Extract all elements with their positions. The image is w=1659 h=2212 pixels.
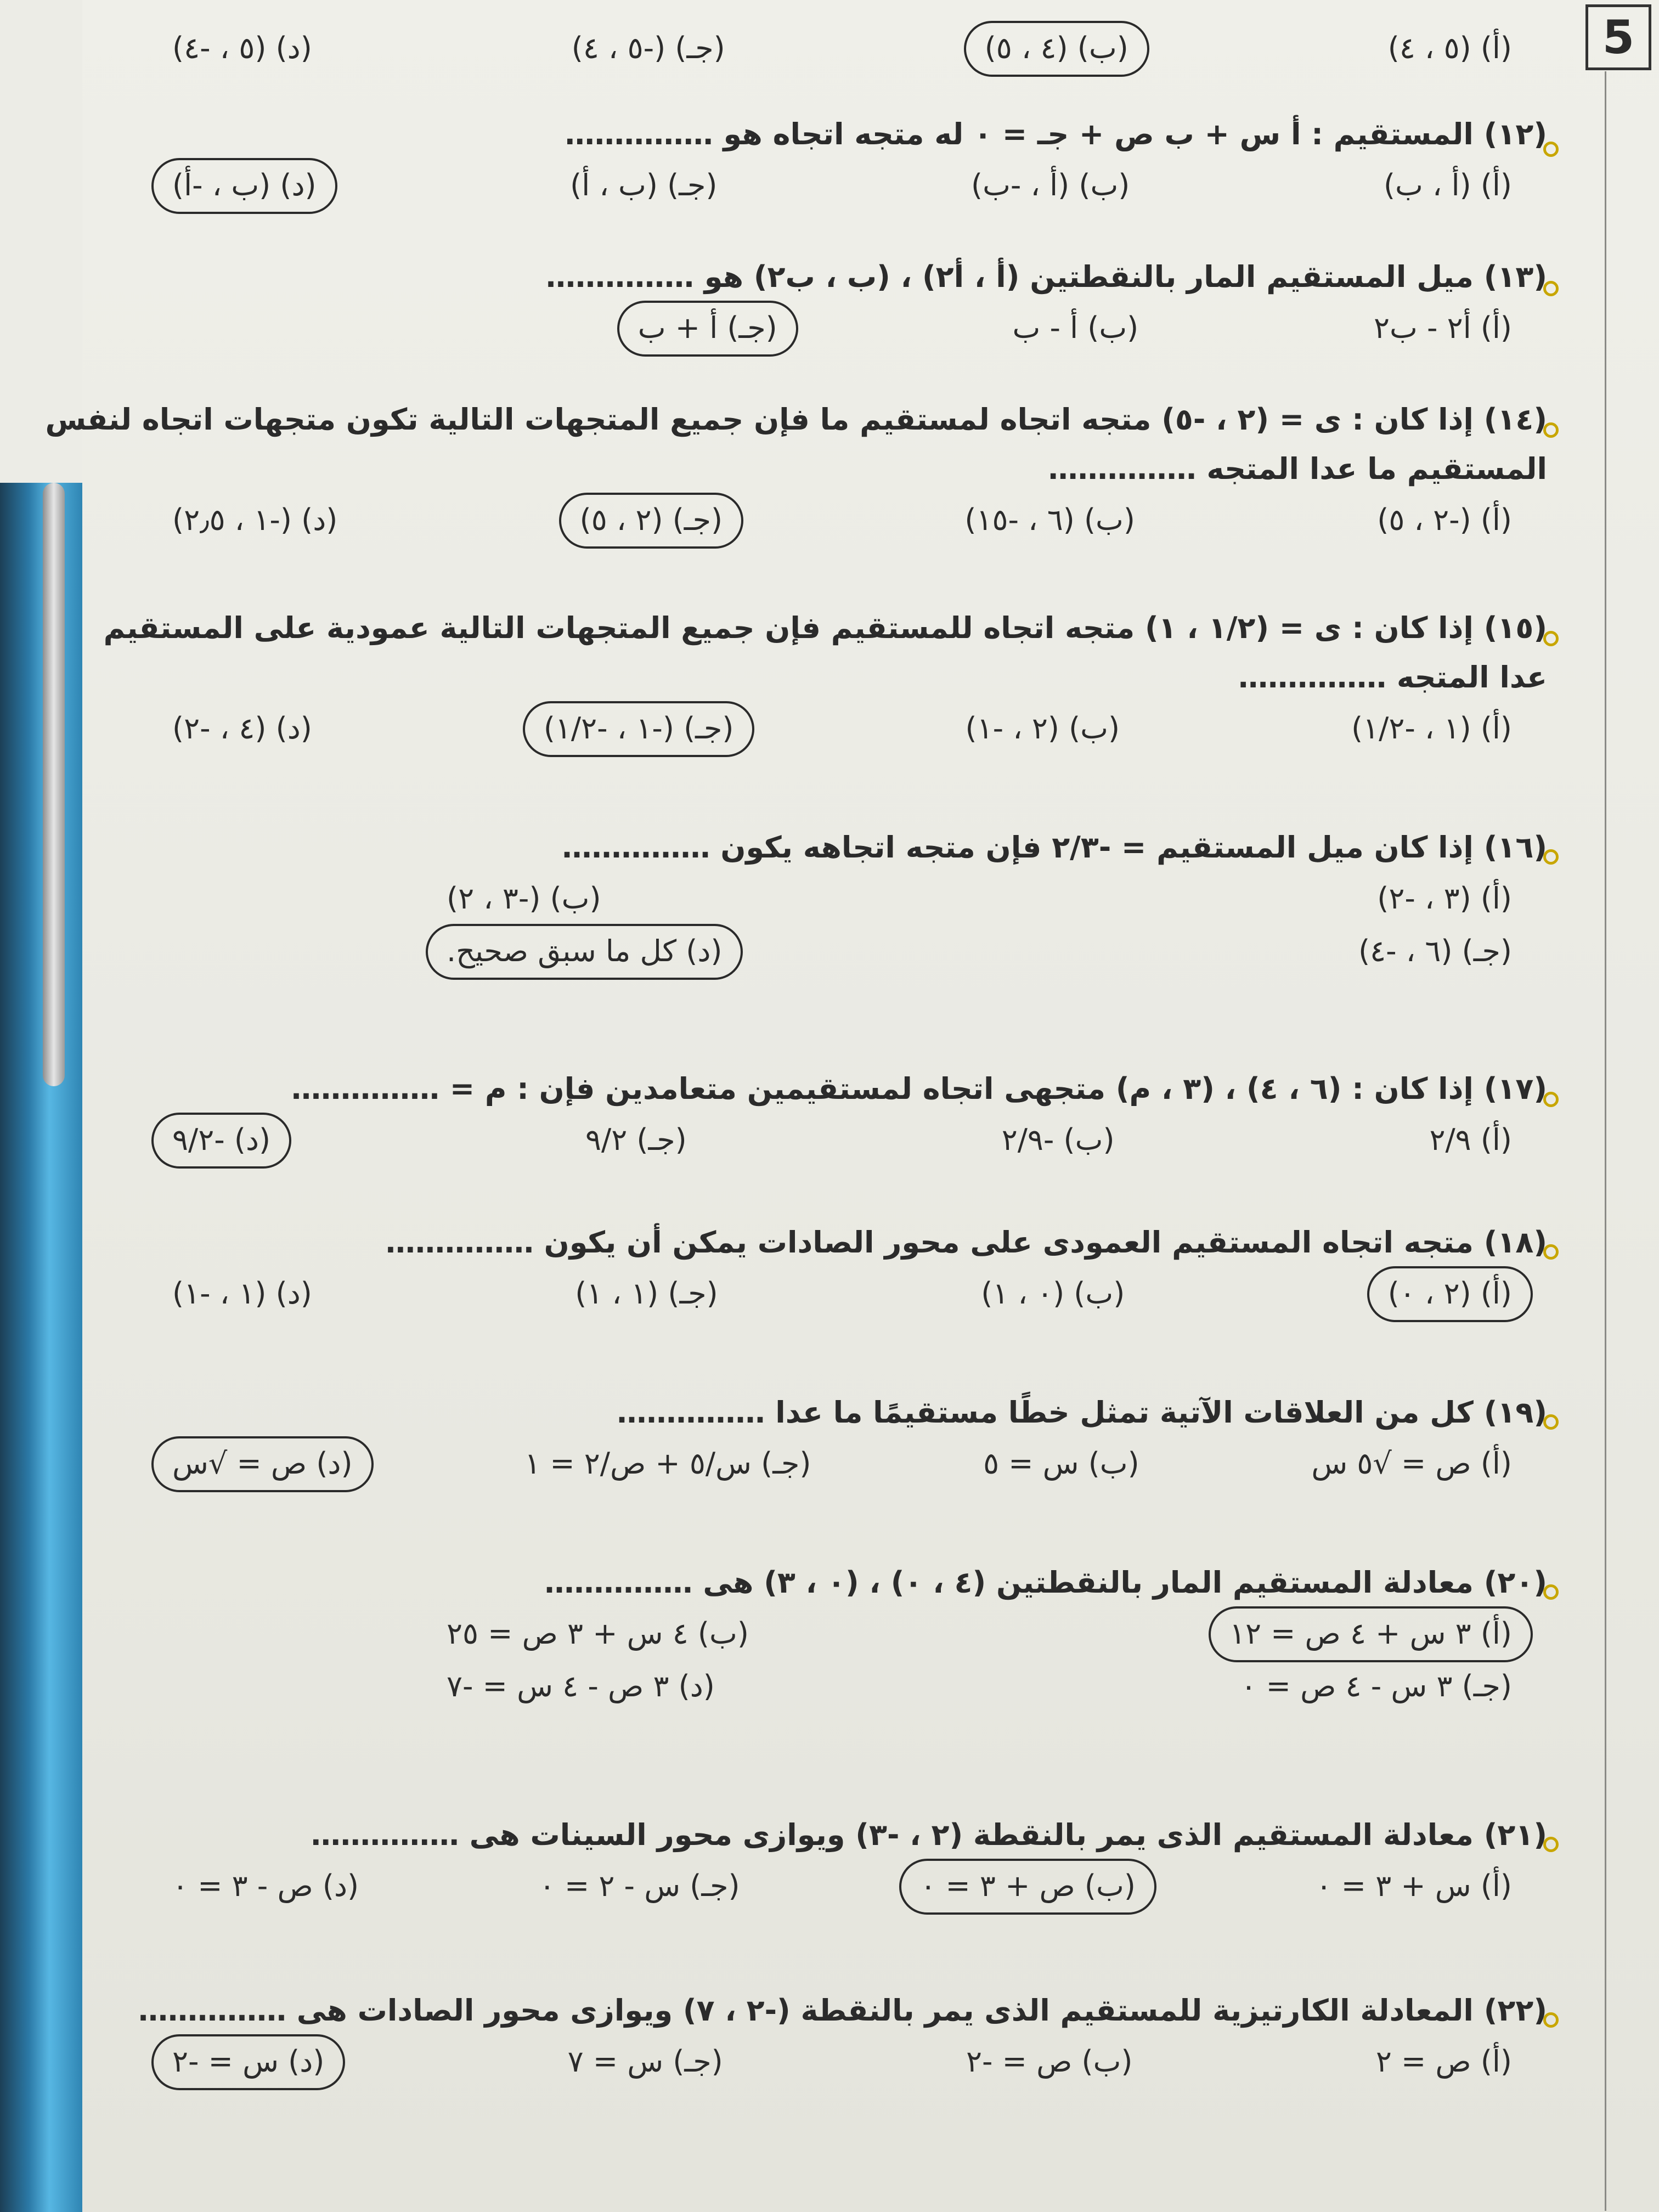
question-text: (١٦) إذا كان ميل المستقيم = -٢/٣ فإن متجه اتجاهه يكون …………… <box>562 830 1547 865</box>
option-b[interactable]: (ب) -٢/٩ <box>1001 1122 1115 1157</box>
option-d[interactable]: (د) (٥ ، -٤) <box>172 31 312 65</box>
question-text: (١٥) إذا كان : ى = (١/٢ ، ١) متجه اتجاه للمستقيم فإن جميع المتجهات التالية عمودية على المستقيم <box>103 611 1547 645</box>
pen-icon <box>0 483 82 2212</box>
question-text: (١٧) إذا كان : (٦ ، ٤) ، (٣ ، م) متجهى اتجاه لمستقيمين متعامدين فإن : م = …………… <box>291 1071 1547 1106</box>
option-b[interactable]: (ب) (أ ، -ب) <box>971 168 1130 202</box>
option-b[interactable]: (ب) ٤ س + ٣ ص = ٢٥ <box>447 1616 749 1651</box>
question-text: (١٩) كل من العلاقات الآتية تمثل خطًا مستقيمًا ما عدا …………… <box>617 1395 1547 1430</box>
option-a[interactable]: (أ) (-٢ ، ٥) <box>1377 503 1512 537</box>
option-c[interactable]: (جـ) ٣ س - ٤ ص = ٠ <box>1240 1669 1512 1703</box>
option-a[interactable]: (أ) ٣ س + ٤ ص = ١٢ <box>1216 1607 1525 1660</box>
question-text: (١٤) إذا كان : ى = (٢ ، -٥) متجه اتجاه لمستقيم ما فإن جميع المتجهات التالية تكون متجهات اتجاه لنفس <box>45 402 1547 437</box>
option-b[interactable]: (ب) أ - ب <box>1012 311 1139 345</box>
option-b[interactable]: (ب) (٢ ، -١) <box>965 711 1120 746</box>
bullet-marker <box>1543 1092 1559 1107</box>
option-c[interactable]: (جـ) (٦ ، -٤) <box>1358 934 1512 968</box>
option-d[interactable]: (د) (ب ، -أ) <box>159 159 330 212</box>
page-number: 5 <box>1585 4 1651 70</box>
option-a[interactable]: (أ) (١ ، -١/٢) <box>1351 711 1512 746</box>
option-a[interactable]: (أ) (أ ، ب) <box>1383 168 1512 202</box>
question-text: (٢١) معادلة المستقيم الذى يمر بالنقطة (٢ ، -٣) ويوازى محور السينات هى …………… <box>311 1818 1547 1852</box>
question-11 <box>126 0 1547 75</box>
question-17 <box>126 1064 1547 1166</box>
bullet-marker <box>1543 1837 1559 1852</box>
question-19 <box>126 1388 1547 1490</box>
question-18 <box>126 1218 1547 1320</box>
option-c[interactable]: (جـ) س = ٧ <box>567 2044 723 2079</box>
option-a[interactable]: (أ) أ٢ - ب٢ <box>1374 311 1512 345</box>
option-c[interactable]: (جـ) (٢ ، ٥) <box>567 494 736 546</box>
option-a[interactable]: (أ) س + ٣ = ٠ <box>1316 1869 1512 1903</box>
margin-line <box>1605 71 1606 2211</box>
question-14 <box>45 395 1547 546</box>
question-text-line2: عدا المتجه …………… <box>1238 660 1547 695</box>
option-d[interactable]: (د) كل ما سبق صحيح. <box>433 925 735 978</box>
option-d[interactable]: (د) ٣ ص - ٤ س = -٧ <box>447 1669 715 1703</box>
question-20 <box>126 1558 1547 1713</box>
option-a[interactable]: (أ) (٢ ، ٠) <box>1375 1267 1525 1320</box>
question-22 <box>126 1986 1547 2088</box>
question-15 <box>103 603 1547 755</box>
option-c[interactable]: (جـ) (ب ، أ) <box>570 168 718 202</box>
question-text: (١٨) متجه اتجاه المستقيم العمودى على محور الصادات يمكن أن يكون …………… <box>385 1225 1547 1260</box>
option-d[interactable]: (د) ص - ٣ = ٠ <box>172 1869 359 1903</box>
bullet-marker <box>1543 631 1559 646</box>
option-c[interactable]: (جـ) ٩/٢ <box>585 1122 687 1157</box>
bullet-marker <box>1543 849 1559 865</box>
question-21 <box>126 1810 1547 1912</box>
option-c[interactable]: (جـ) س - ٢ = ٠ <box>539 1869 740 1903</box>
question-text: (١٢) المستقيم : أ س + ب ص + جـ = ٠ له متجه اتجاه هو …………… <box>565 117 1547 151</box>
question-text: (١٣) ميل المستقيم المار بالنقطتين (أ ، أ٢) ، (ب ، ب٢) هو …………… <box>545 259 1547 294</box>
option-b[interactable]: (ب) (٤ ، ٥) <box>972 22 1142 75</box>
question-16 <box>126 823 1547 978</box>
option-d[interactable]: (د) ص = √س <box>159 1437 366 1490</box>
bullet-marker <box>1543 1584 1559 1600</box>
option-b[interactable]: (ب) (٠ ، ١) <box>981 1276 1125 1311</box>
option-d[interactable]: (د) (٤ ، -٢) <box>172 711 312 746</box>
option-c[interactable]: (جـ) س/٥ + ص/٢ = ١ <box>524 1446 811 1481</box>
option-c[interactable]: (جـ) أ + ب <box>625 302 791 354</box>
option-a[interactable]: (أ) ص = √٥ س <box>1311 1446 1512 1481</box>
bullet-marker <box>1543 2012 1559 2028</box>
pen-clip <box>43 483 65 1086</box>
option-b[interactable]: (ب) (-٣ ، ٢) <box>447 881 601 916</box>
option-c[interactable]: (جـ) (١ ، ١) <box>575 1276 718 1311</box>
option-d[interactable]: (د) -٩/٢ <box>159 1114 284 1166</box>
option-a[interactable]: (أ) (٣ ، -٢) <box>1377 881 1512 916</box>
option-c[interactable]: (جـ) (-١ ، -١/٢) <box>531 702 747 755</box>
option-d <box>159 302 416 354</box>
option-a[interactable]: (أ) ص = ٢ <box>1375 2044 1512 2079</box>
option-a[interactable]: (أ) ٢/٩ <box>1429 1122 1512 1157</box>
bullet-marker <box>1543 1414 1559 1430</box>
option-b[interactable]: (ب) ص + ٣ = ٠ <box>907 1860 1149 1912</box>
bullet-marker <box>1543 1244 1559 1260</box>
question-text: (٢٠) معادلة المستقيم المار بالنقطتين (٤ ، ٠) ، (٠ ، ٣) هى …………… <box>544 1565 1547 1600</box>
question-text: (٢٢) المعادلة الكارتيزية للمستقيم الذى يمر بالنقطة (-٢ ، ٧) ويوازى محور الصادات هى …………… <box>138 1993 1547 2028</box>
option-d[interactable]: (د) س = -٢ <box>159 2035 337 2088</box>
option-d[interactable]: (د) (١ ، -١) <box>172 1276 312 1311</box>
bullet-marker <box>1543 142 1559 157</box>
bullet-marker <box>1543 422 1559 438</box>
question-12 <box>126 110 1547 212</box>
option-b[interactable]: (ب) ص = -٢ <box>966 2044 1133 2079</box>
option-b[interactable]: (ب) س = ٥ <box>983 1446 1139 1481</box>
option-a[interactable]: (أ) (٥ ، ٤) <box>1387 31 1512 65</box>
bullet-marker <box>1543 281 1559 296</box>
question-text-line2: المستقيم ما عدا المتجه …………… <box>1048 452 1547 486</box>
option-d[interactable]: (د) (-١ ، ٢٫٥) <box>172 503 338 537</box>
question-13 <box>126 252 1547 354</box>
option-c[interactable]: (جـ) (-٥ ، ٤) <box>571 31 725 65</box>
option-b[interactable]: (ب) (٦ ، -١٥) <box>964 503 1135 537</box>
